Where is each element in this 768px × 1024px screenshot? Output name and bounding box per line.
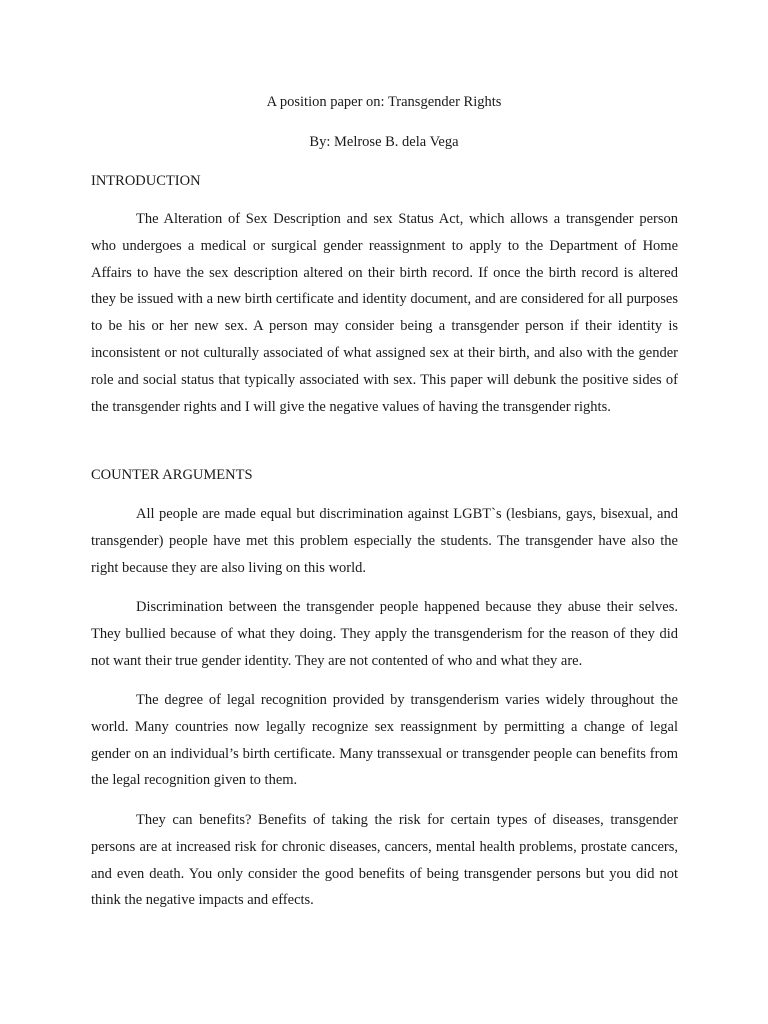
counter-argument-paragraph-3: The degree of legal recognition provided by transgenderism varies widely throughout the world. Many countries now legally recognize sex reassignment by permitting a change of legal gender on an individual’s birth certificate. Many transsexual or transgender people can benefits from the legal recognition given to them. [91, 692, 678, 789]
section-heading-counter-arguments: COUNTER ARGUMENTS [91, 467, 253, 483]
counter-argument-paragraph-2: Discrimination between the transgender people happened because they abuse their selves. They bullied because of what they doing. They apply the transgenderism for the reason of they did not want their true gender identity. They are not contented of who and what they are. [91, 599, 678, 669]
section-heading-introduction: INTRODUCTION [91, 173, 201, 189]
counter-argument-paragraph-1: All people are made equal but discrimination against LGBT`s (lesbians, gays, bisexual, and transgender) people have met this problem especially the students. The transgender have also the right because they are also living on this world. [91, 506, 678, 576]
introduction-paragraph: The Alteration of Sex Description and sex Status Act, which allows a transgender person who undergoes a medical or surgical gender reassignment to apply to the Department of Home Affairs to have the sex description altered on their birth record. If once the birth record is altered they be issued with a new birth certificate and identity document, and are considered for all purposes to be his or her new sex. A person may consider being a transgender person if their identity is inconsistent or not culturally associated of what assigned sex at their birth, and also with the gender role and social status that typically associated with sex. This paper will debunk the positive sides of the transgender rights and I will give the negative values of having the transgender rights. [91, 211, 678, 415]
counter-argument-paragraph-4: They can benefits? Benefits of taking the risk for certain types of diseases, transgender persons are at increased risk for chronic diseases, cancers, mental health problems, prostate cancers, and even death. You only consider the good benefits of being transgender persons but you did not think the negative impacts and effects. [91, 812, 678, 909]
document-title: A position paper on: Transgender Rights [266, 94, 502, 110]
document-author: By: Melrose B. dela Vega [309, 134, 459, 150]
